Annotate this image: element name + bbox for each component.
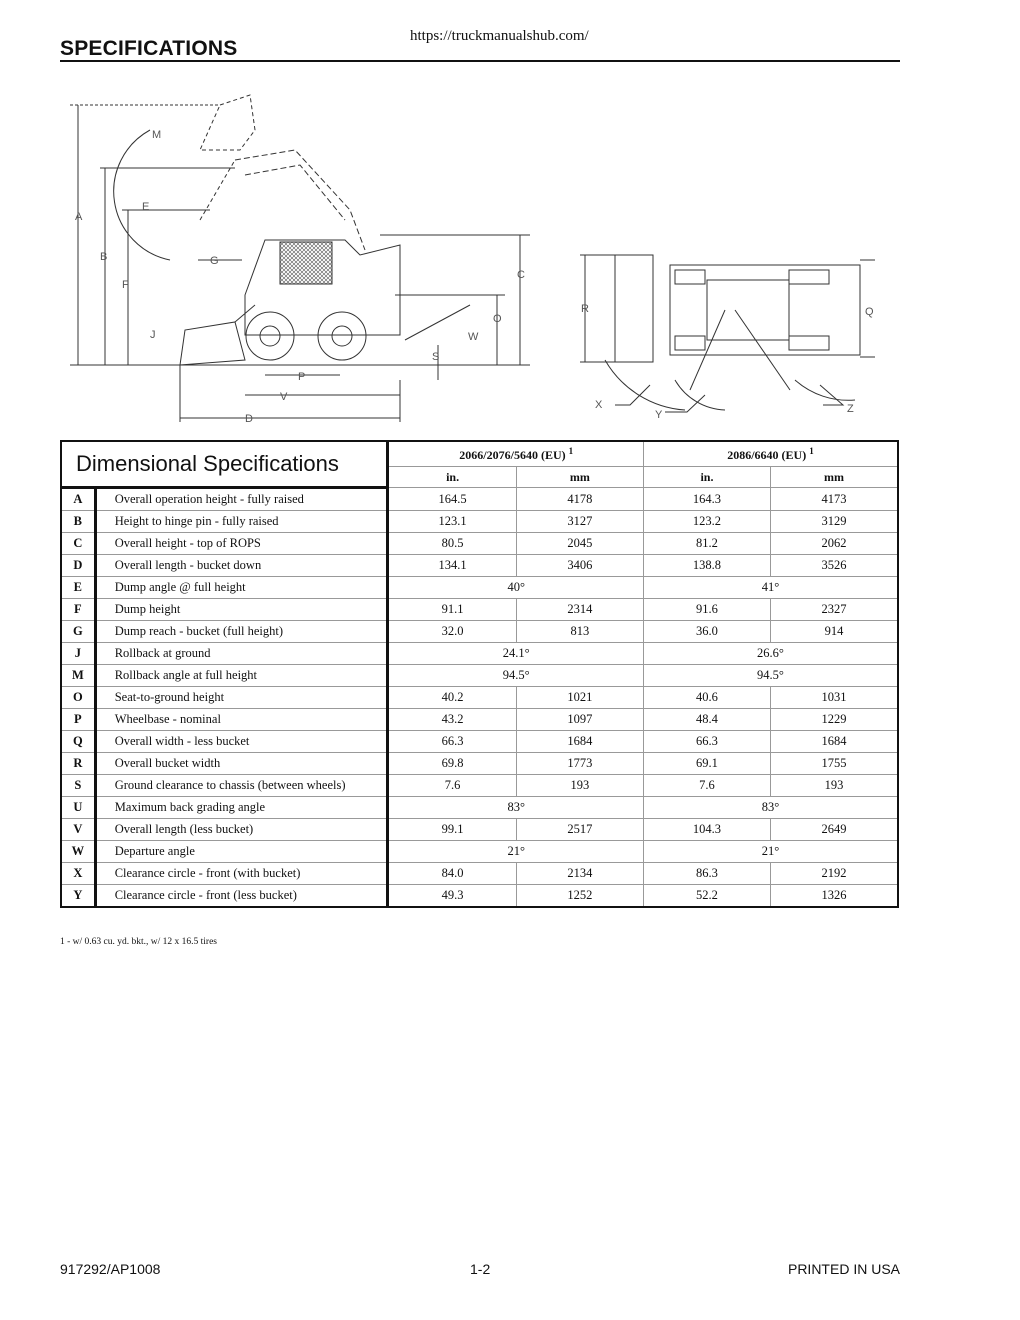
- dimension-value: 81.2: [643, 533, 770, 555]
- dimension-value: 83°: [643, 797, 898, 819]
- unit-header: mm: [770, 467, 898, 488]
- dimension-value: 2314: [516, 599, 643, 621]
- dimension-value: 3406: [516, 555, 643, 577]
- dimension-code: M: [61, 665, 95, 687]
- diagram-label-m: M: [152, 129, 162, 141]
- dimension-value: 193: [770, 775, 898, 797]
- dimension-description: Clearance circle - front (with bucket): [95, 863, 388, 885]
- page-number: 1-2: [470, 1261, 491, 1277]
- dimension-description: Dump angle @ full height: [95, 577, 388, 599]
- table-row: [61, 709, 898, 731]
- dimension-value: 49.3: [388, 885, 516, 908]
- dimension-code: X: [61, 863, 95, 885]
- dimension-description: Overall operation height - fully raised: [95, 488, 388, 511]
- dimension-description: Wheelbase - nominal: [95, 709, 388, 731]
- dimension-value: 32.0: [388, 621, 516, 643]
- dimension-description: Height to hinge pin - fully raised: [95, 511, 388, 533]
- dimension-code: A: [61, 488, 95, 511]
- dimension-value: 40.6: [643, 687, 770, 709]
- dimension-code: Y: [61, 885, 95, 908]
- dimension-value: 2045: [516, 533, 643, 555]
- dimension-value: 26.6°: [643, 643, 898, 665]
- dimension-code: B: [61, 511, 95, 533]
- dimension-value: 4173: [770, 488, 898, 511]
- dimension-value: 123.2: [643, 511, 770, 533]
- table-row: [61, 511, 898, 533]
- model-header-2: 2086/6640 (EU) $^1$: [643, 441, 898, 467]
- unit-header: in.: [388, 467, 516, 488]
- table-row: [61, 665, 898, 687]
- diagram-label-y: Y: [655, 409, 663, 421]
- dimension-value: 80.5: [388, 533, 516, 555]
- diagram-label-w: W: [468, 331, 479, 343]
- diagram-label-b: B: [100, 251, 108, 263]
- diagram-label-r-top: R: [581, 303, 589, 315]
- dimension-code: J: [61, 643, 95, 665]
- footnote: 1 - w/ 0.63 cu. yd. bkt., w/ 12 x 16.5 tires: [60, 937, 218, 947]
- dimension-value: 1031: [770, 687, 898, 709]
- dimension-value: 164.5: [388, 488, 516, 511]
- dimension-code: S: [61, 775, 95, 797]
- table-row: [61, 577, 898, 599]
- dimension-value: 84.0: [388, 863, 516, 885]
- dimension-value: 21°: [388, 841, 643, 863]
- table-row: [61, 555, 898, 577]
- dimension-value: 43.2: [388, 709, 516, 731]
- diagram-label-j: J: [150, 329, 156, 341]
- dimension-value: 1773: [516, 753, 643, 775]
- dimension-value: 99.1: [388, 819, 516, 841]
- diagram-label-d: D: [245, 413, 253, 425]
- dimension-description: Overall length (less bucket): [95, 819, 388, 841]
- dimension-value: 48.4: [643, 709, 770, 731]
- dimension-value: 134.1: [388, 555, 516, 577]
- table-row: [61, 599, 898, 621]
- dimension-value: 813: [516, 621, 643, 643]
- table-row: [61, 819, 898, 841]
- dimension-value: 2192: [770, 863, 898, 885]
- dimension-value: 1229: [770, 709, 898, 731]
- table-body: [61, 488, 898, 908]
- dimension-value: 69.8: [388, 753, 516, 775]
- model-header-1: 2066/2076/5640 (EU) $^1$: [388, 441, 643, 467]
- dimension-code: E: [61, 577, 95, 599]
- dimension-description: Overall bucket width: [95, 753, 388, 775]
- table-row: [61, 797, 898, 819]
- dimension-description: Ground clearance to chassis (between wheels): [95, 775, 388, 797]
- diagram-label-v: V: [280, 391, 288, 403]
- table-row: [61, 841, 898, 863]
- table-title: Dimensional Specifications: [61, 441, 388, 488]
- dimension-description: Rollback at ground: [95, 643, 388, 665]
- dimension-value: 40°: [388, 577, 643, 599]
- dimension-value: 104.3: [643, 819, 770, 841]
- table-row: [61, 863, 898, 885]
- dimension-value: 1684: [770, 731, 898, 753]
- diagram-label-g: G: [210, 255, 219, 267]
- dimension-description: Maximum back grading angle: [95, 797, 388, 819]
- table-row: [61, 533, 898, 555]
- dimension-value: 3127: [516, 511, 643, 533]
- dimension-value: 2649: [770, 819, 898, 841]
- dimension-value: 1097: [516, 709, 643, 731]
- diagram-label-s: S: [432, 351, 440, 363]
- diagram-label-q: Q: [865, 306, 874, 318]
- loader-top-view-diagram: [575, 240, 875, 425]
- dimension-code: R: [61, 753, 95, 775]
- dimension-value: 2062: [770, 533, 898, 555]
- dimension-code: V: [61, 819, 95, 841]
- diagram-label-c: C: [517, 269, 525, 281]
- dimension-code: O: [61, 687, 95, 709]
- dimension-value: 21°: [643, 841, 898, 863]
- dimension-code: C: [61, 533, 95, 555]
- dimension-value: 2327: [770, 599, 898, 621]
- dimension-value: 36.0: [643, 621, 770, 643]
- dimension-value: 4178: [516, 488, 643, 511]
- dimension-value: 66.3: [643, 731, 770, 753]
- diagram-label-z: Z: [847, 403, 854, 415]
- table-row: [61, 885, 898, 908]
- dimension-code: U: [61, 797, 95, 819]
- dimension-value: 83°: [388, 797, 643, 819]
- dimension-description: Overall height - top of ROPS: [95, 533, 388, 555]
- dimension-value: 2517: [516, 819, 643, 841]
- dimension-value: 69.1: [643, 753, 770, 775]
- table-row: [61, 775, 898, 797]
- dimension-description: Dump height: [95, 599, 388, 621]
- dimension-value: 164.3: [643, 488, 770, 511]
- dimension-value: 41°: [643, 577, 898, 599]
- dimension-value: 2134: [516, 863, 643, 885]
- dimension-value: 3526: [770, 555, 898, 577]
- dimension-value: 3129: [770, 511, 898, 533]
- diagram-label-o: O: [493, 313, 502, 325]
- dimension-value: 1326: [770, 885, 898, 908]
- dimension-code: F: [61, 599, 95, 621]
- dimension-value: 1252: [516, 885, 643, 908]
- unit-header: in.: [643, 467, 770, 488]
- dimension-value: 138.8: [643, 555, 770, 577]
- title-rule: [60, 60, 900, 62]
- dimension-value: 7.6: [388, 775, 516, 797]
- dimension-value: 24.1°: [388, 643, 643, 665]
- dimension-value: 1755: [770, 753, 898, 775]
- dimension-description: Overall width - less bucket: [95, 731, 388, 753]
- diagram-label-x: X: [595, 399, 603, 411]
- diagram-label-f: F: [122, 279, 129, 291]
- dimension-code: D: [61, 555, 95, 577]
- dimension-description: Rollback angle at full height: [95, 665, 388, 687]
- dimension-value: 40.2: [388, 687, 516, 709]
- loader-side-view-diagram: [60, 90, 540, 430]
- unit-header: mm: [516, 467, 643, 488]
- diagram-label-a: A: [75, 211, 83, 223]
- table-row: [61, 753, 898, 775]
- dimension-value: 193: [516, 775, 643, 797]
- dimension-description: Departure angle: [95, 841, 388, 863]
- print-notice: PRINTED IN USA: [787, 1261, 900, 1277]
- dimension-description: Overall length - bucket down: [95, 555, 388, 577]
- dimension-description: Clearance circle - front (less bucket): [95, 885, 388, 908]
- table-row: [61, 621, 898, 643]
- dimension-code: Q: [61, 731, 95, 753]
- diagram-label-p: P: [298, 371, 306, 383]
- dimension-value: 91.1: [388, 599, 516, 621]
- table-row: [61, 488, 898, 511]
- table-row: [61, 643, 898, 665]
- dimension-description: Dump reach - bucket (full height): [95, 621, 388, 643]
- dimension-value: 91.6: [643, 599, 770, 621]
- dimensional-specifications-table: [60, 440, 899, 908]
- dimension-value: 94.5°: [643, 665, 898, 687]
- dimension-value: 86.3: [643, 863, 770, 885]
- dimension-value: 1021: [516, 687, 643, 709]
- diagram-label-e: E: [142, 201, 150, 213]
- dimension-value: 94.5°: [388, 665, 643, 687]
- dimension-value: 66.3: [388, 731, 516, 753]
- dimension-value: 7.6: [643, 775, 770, 797]
- dimension-description: Seat-to-ground height: [95, 687, 388, 709]
- section-title: SPECIFICATIONS: [60, 37, 238, 60]
- dimension-value: 1684: [516, 731, 643, 753]
- dimension-code: W: [61, 841, 95, 863]
- dimension-value: 52.2: [643, 885, 770, 908]
- table-row: [61, 731, 898, 753]
- table-row: [61, 687, 898, 709]
- dimension-code: P: [61, 709, 95, 731]
- dimension-value: 914: [770, 621, 898, 643]
- dimension-value: 123.1: [388, 511, 516, 533]
- dimension-code: G: [61, 621, 95, 643]
- document-number: 917292/AP1008: [60, 1261, 161, 1277]
- source-url: https://truckmanualshub.com/: [410, 28, 589, 44]
